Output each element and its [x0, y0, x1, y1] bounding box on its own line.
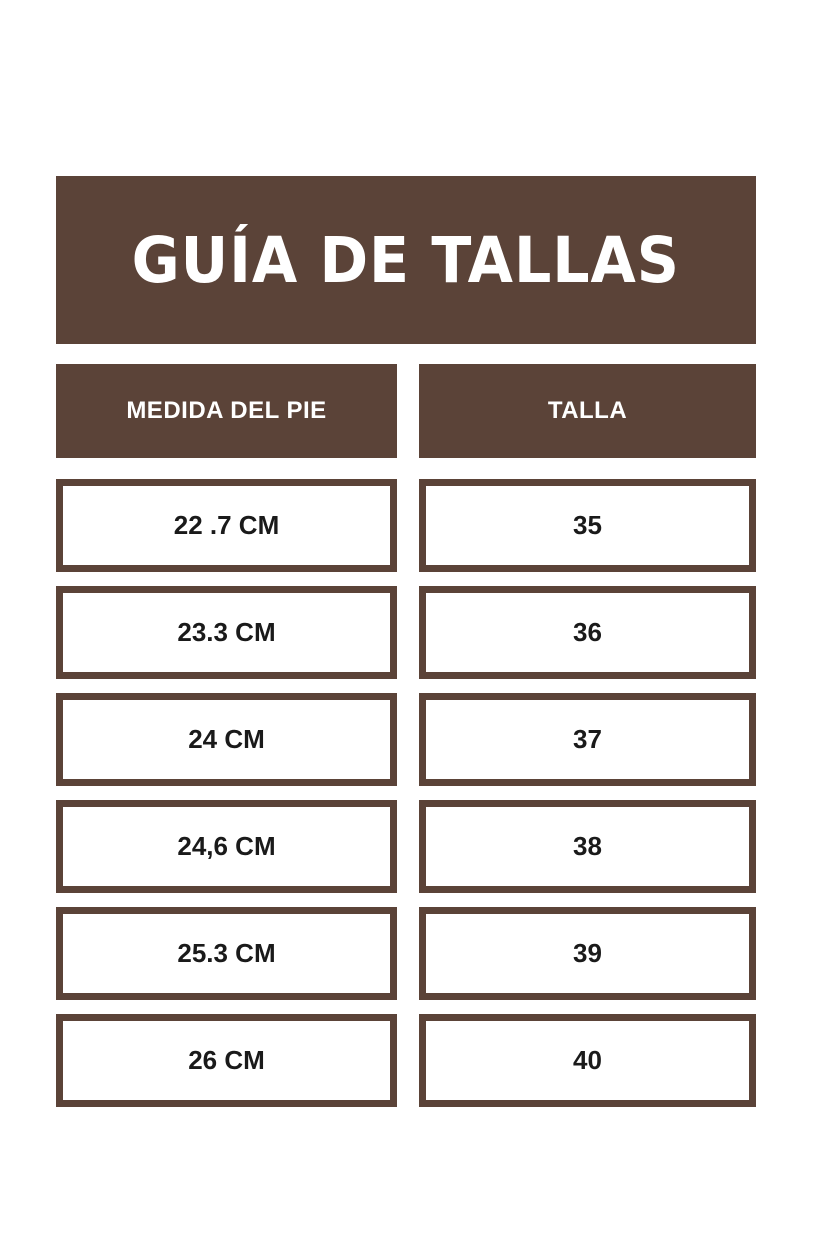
table-body: [56, 479, 756, 1121]
cell-size-value: 36: [573, 617, 602, 647]
cell-measure-value: 23.3 CM: [177, 617, 276, 647]
cell-size-value: 40: [573, 1045, 602, 1075]
table-row: [56, 800, 756, 893]
table-row: [56, 586, 756, 679]
cell-measure: [56, 479, 397, 572]
table-header-size: [419, 364, 756, 458]
cell-size: [419, 1014, 756, 1107]
cell-measure: [56, 1014, 397, 1107]
cell-size: [419, 693, 756, 786]
cell-measure-value: 25.3 CM: [177, 938, 276, 968]
table-header-row: [56, 364, 756, 458]
cell-size-value: 37: [573, 724, 602, 754]
cell-size-value: 39: [573, 938, 602, 968]
cell-size-value: 38: [573, 831, 602, 861]
page-title: GUÍA DE TALLAS: [131, 223, 681, 297]
table-header-size-label: TALLA: [547, 397, 628, 424]
cell-measure: [56, 800, 397, 893]
cell-measure-value: 26 CM: [188, 1045, 265, 1075]
cell-measure-value: 24,6 CM: [177, 831, 276, 861]
cell-size: [419, 800, 756, 893]
cell-size-value: 35: [573, 510, 602, 540]
cell-size: [419, 907, 756, 1000]
table-row: [56, 907, 756, 1000]
cell-measure: [56, 586, 397, 679]
table-row: [56, 479, 756, 572]
cell-measure: [56, 693, 397, 786]
cell-measure-value: 24 CM: [188, 724, 265, 754]
cell-size: [419, 479, 756, 572]
title-banner: [56, 176, 756, 344]
table-row: [56, 1014, 756, 1107]
cell-measure: [56, 907, 397, 1000]
cell-size: [419, 586, 756, 679]
cell-measure-value: 22 .7 CM: [173, 510, 280, 540]
table-header-measure-label: MEDIDA DEL PIE: [126, 397, 327, 424]
table-row: [56, 693, 756, 786]
table-header-measure: [56, 364, 397, 458]
